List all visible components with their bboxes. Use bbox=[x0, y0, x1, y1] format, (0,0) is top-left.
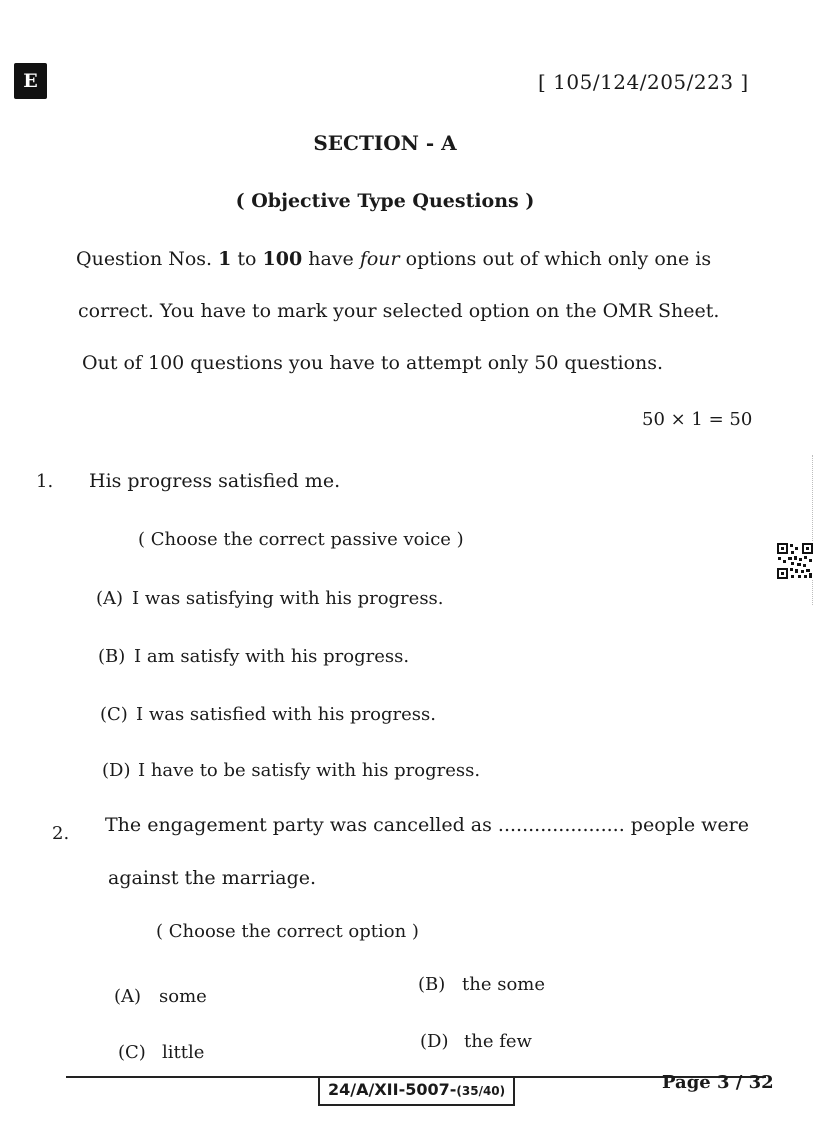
booklet-code-suffix: (35/40) bbox=[456, 1084, 506, 1098]
option-label: (C) bbox=[118, 1042, 146, 1063]
question-1-hint: ( Choose the correct passive voice ) bbox=[138, 529, 464, 550]
option-text: little bbox=[162, 1042, 205, 1063]
question-2-hint: ( Choose the correct option ) bbox=[156, 921, 419, 942]
instruction-line-2: correct. You have to mark your selected option on the OMR Sheet. bbox=[78, 300, 720, 322]
option-text: the some bbox=[462, 974, 545, 995]
question-2-option-d bbox=[420, 1031, 532, 1052]
question-1-option-d bbox=[102, 760, 480, 781]
option-text: some bbox=[159, 986, 207, 1007]
page-number: Page 3 / 32 bbox=[662, 1072, 774, 1093]
option-text: I was satisfying with his progress. bbox=[132, 588, 444, 609]
option-text: I am satisfy with his progress. bbox=[134, 646, 410, 667]
option-text: I have to be satisfy with his progress. bbox=[138, 760, 481, 781]
section-title: SECTION - A bbox=[313, 131, 457, 155]
language-badge: E bbox=[14, 63, 47, 99]
instruction-text: have bbox=[302, 248, 360, 270]
qr-code-icon bbox=[776, 542, 814, 580]
question-1-text: His progress satisfied me. bbox=[89, 470, 341, 492]
question-2-text-line-2: against the marriage. bbox=[108, 867, 317, 889]
booklet-code-main: 24/A/XII-5007- bbox=[328, 1080, 457, 1099]
booklet-code bbox=[318, 1076, 515, 1106]
section-subtitle: ( Objective Type Questions ) bbox=[235, 190, 535, 212]
question-2-option-b bbox=[418, 974, 545, 995]
option-label: (A) bbox=[114, 986, 142, 1007]
question-1-number: 1. bbox=[36, 471, 54, 492]
question-1-option-a bbox=[96, 588, 444, 609]
instruction-emphasis: four bbox=[359, 248, 400, 270]
instruction-text: options out of which only one is bbox=[399, 248, 712, 270]
instruction-line-3: Out of 100 questions you have to attempt only 50 questions. bbox=[82, 352, 664, 374]
question-2-text-line-1: The engagement party was cancelled as ..................... people were bbox=[105, 814, 749, 836]
option-label: (B) bbox=[98, 646, 126, 667]
question-2-option-c bbox=[118, 1042, 204, 1063]
option-label: (D) bbox=[420, 1031, 449, 1052]
option-text: the few bbox=[464, 1031, 532, 1052]
option-label: (D) bbox=[102, 760, 131, 781]
option-text: I was satisfied with his progress. bbox=[136, 704, 436, 725]
question-2-number: 2. bbox=[52, 823, 70, 844]
marks-formula: 50 × 1 = 50 bbox=[642, 409, 753, 430]
question-2-option-a bbox=[114, 986, 207, 1007]
question-1-option-c bbox=[100, 704, 436, 725]
instruction-line-1 bbox=[76, 248, 711, 270]
question-1-option-b bbox=[98, 646, 409, 667]
instruction-text: to bbox=[231, 248, 263, 270]
option-label: (A) bbox=[96, 588, 124, 609]
option-label: (B) bbox=[418, 974, 446, 995]
option-label: (C) bbox=[100, 704, 128, 725]
instruction-number-start: 1 bbox=[218, 248, 232, 270]
instruction-number-end: 100 bbox=[262, 248, 303, 270]
instruction-text: Question Nos. bbox=[76, 248, 219, 270]
paper-code: [ 105/124/205/223 ] bbox=[538, 70, 749, 94]
scan-margin-line bbox=[812, 455, 814, 605]
